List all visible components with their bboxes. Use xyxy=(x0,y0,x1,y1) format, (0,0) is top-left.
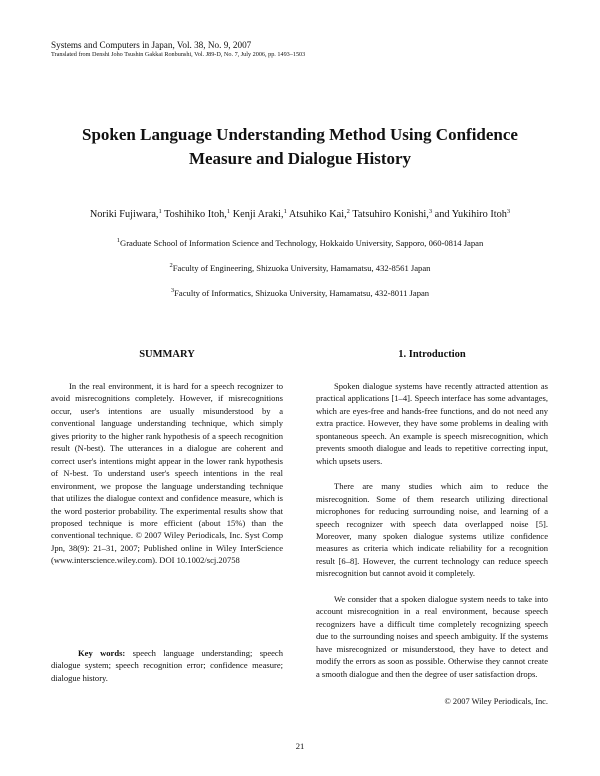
affil-text: Faculty of Engineering, Shizuoka University, Hamamatsu, 432-8561 Japan xyxy=(172,263,431,273)
affiliation xyxy=(30,263,570,273)
author-name: Tatsuhiro Konishi, xyxy=(352,209,429,220)
summary-body xyxy=(51,380,283,567)
keywords-text: speech language understanding; speech dialogue system; speech recognition error; confidence measure; dialogue history. xyxy=(51,648,283,683)
keywords xyxy=(51,647,283,684)
translation-note: Translated from Denshi Joho Tsushin Gakkai Ronbunshi, Vol. J89-D, No. 7, July 2006, pp. 1493–1503 xyxy=(51,51,306,58)
summary-paragraph: In the real environment, it is hard for a speech recognizer to avoid misrecognitions completely. However, if misrecognitions occur, user's intentions are usually misunderstood by a conventional language understanding technique, which simply gives priority to the higher rank hypothesis of a speech recognition result (N-best). The utterances in a dialogue are coherent and correct user's intentions might appear in the lower rank hypothesis of N-best. To understand user's speech intentions in the real environment, we propose the language understanding technique that utilizes the dialogue context and confidence measure, which is the word posterior probability. The experimental results show that proposed technique is more efficient (about 15%) than the conventional technique. © 2007 Wiley Periodicals, Inc. Syst Comp Jpn, 38(9): 21–31, 2007; Published online in Wiley InterScience (www.interscience.wiley.com). DOI 10.1002/scj.20758 xyxy=(51,381,283,566)
paper-title xyxy=(40,123,560,171)
author-name: Kenji Araki, xyxy=(232,209,284,220)
author-affil-mark: 1 xyxy=(226,208,231,215)
intro-heading: 1. Introduction xyxy=(398,349,466,360)
author-name: and Yukihiro Itoh xyxy=(434,209,507,220)
affil-text: Graduate School of Information Science and Technology, Hokkaido University, Sapporo, 060-0814 Japan xyxy=(119,238,484,248)
author-affil-mark: 1 xyxy=(283,208,287,215)
affil-mark: 1 xyxy=(116,237,120,244)
intro-paragraph: Spoken dialogue systems have recently attracted attention as practical applications [1–4]. Speech interface has some advantages, which are eyes-free and hands-free functions, and do not need any extra practice. However, they have some problems in dealing with spontaneous speech. An example is speech misrecognition, which prevents smooth dialogue and leads to repetitive correcting input, which upsets users. xyxy=(316,381,548,466)
summary-heading: SUMMARY xyxy=(139,349,195,360)
copyright-notice: © 2007 Wiley Periodicals, Inc. xyxy=(444,697,548,706)
author-affil-mark: 2 xyxy=(346,208,350,215)
author-affil-mark: 3 xyxy=(428,208,433,215)
journal-citation: Systems and Computers in Japan, Vol. 38, No. 9, 2007 xyxy=(51,40,252,50)
author-list xyxy=(30,209,570,220)
affil-text: Faculty of Informatics, Shizuoka University, Hamamatsu, 432-8011 Japan xyxy=(174,288,430,298)
title-line: Spoken Language Understanding Method Using Confidence xyxy=(82,125,518,144)
title-line: Measure and Dialogue History xyxy=(188,149,412,168)
author-name: Atsuhiko Kai, xyxy=(288,209,347,220)
keywords-label: Key words: xyxy=(78,648,126,658)
author-affil-mark: 1 xyxy=(158,208,162,215)
intro-body xyxy=(316,380,548,680)
intro-paragraph: There are many studies which aim to reduce the misrecognition. Some of them research utilizing directional microphones for reducing surrounding noise, and learning of a speech recognizer with speech data overlapped noise [5]. Moreover, many spoken dialogue systems utilize confidence measures as criteria which indicate reliability for a recognition result [6–8]. However, the current technology can reduce speech misrecognition but cannot avoid it completely. xyxy=(316,481,548,579)
intro-paragraph: We consider that a spoken dialogue system needs to take into account misrecognition in a real environment, because speech recognizers have a difficult time completely recognizing speech due to the surrounding noises and speech ambiguity. If the systems have misrecognized or misunderstood, they have to detect and modify the errors as soon as possible. Otherwise they cannot create a smooth dialogue and then the degree of user satisfaction drops. xyxy=(316,593,548,679)
affiliation xyxy=(30,288,570,298)
author-name: Noriki Fujiwara, xyxy=(89,209,159,220)
affiliation xyxy=(30,238,570,248)
affil-mark: 2 xyxy=(169,262,173,269)
author-name: Toshihiko Itoh, xyxy=(164,209,227,220)
author-affil-mark: 3 xyxy=(506,208,511,215)
page-number: 21 xyxy=(295,741,305,751)
affil-mark: 3 xyxy=(170,287,175,294)
